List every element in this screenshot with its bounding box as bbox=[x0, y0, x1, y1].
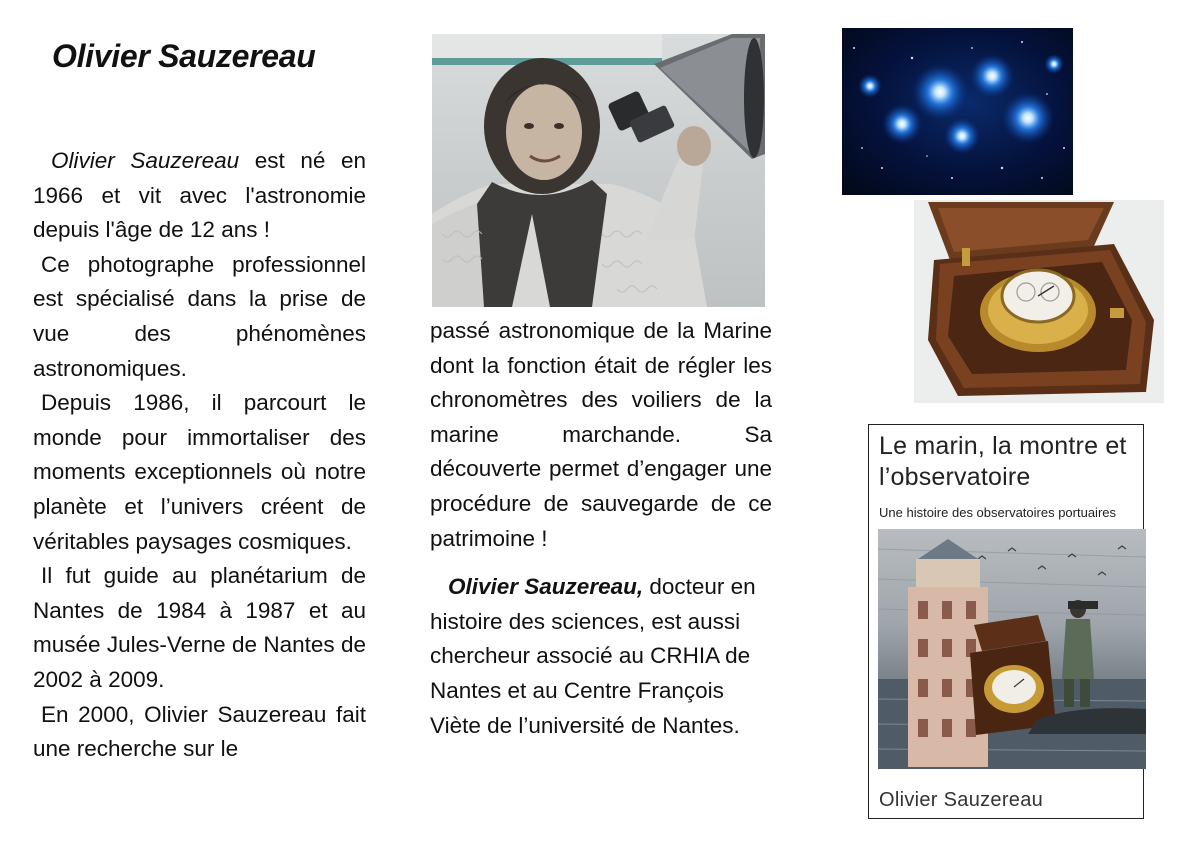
bio-paragraph-1 bbox=[33, 144, 366, 248]
book-cover-illustration bbox=[878, 529, 1146, 769]
biography-left-column bbox=[33, 144, 366, 767]
page-title: Olivier Sauzereau bbox=[52, 38, 316, 74]
author-name-bold: Olivier Sauzereau, bbox=[448, 574, 644, 600]
bio-text: docteur en histoire des sciences, est aussi chercheur associé au CRHIA de Nantes et au Centre François Viète de l’université de Nantes. bbox=[430, 574, 756, 738]
book-cover bbox=[868, 424, 1144, 819]
bio-paragraph-7 bbox=[430, 570, 772, 743]
bio-paragraph-5: En 2000, Olivier Sauzereau fait une recherche sur le bbox=[33, 701, 366, 762]
bio-paragraph-2: Ce photographe professionnel est spécialisé dans la prise de vue des phénomènes astronomiques. bbox=[33, 251, 366, 381]
book-subtitle: Une histoire des observatoires portuaires bbox=[879, 505, 1117, 520]
bio-paragraph-3: Depuis 1986, il parcourt le monde pour immortaliser des moments exceptionnels où notre planète et l’univers créent de véritables paysages cosmiques. bbox=[33, 390, 366, 554]
book-author: Olivier Sauzereau bbox=[879, 789, 1044, 811]
biography-middle-column bbox=[430, 314, 772, 743]
author-name: Olivier Sauzereau bbox=[51, 148, 240, 173]
portrait-photo bbox=[432, 34, 765, 307]
bio-paragraph-4: Il fut guide au planétarium de Nantes de 1984 à 1987 et au musée Jules-Verne de Nantes de 2002 à 2009. bbox=[33, 563, 366, 692]
marine-chronometer-photo bbox=[914, 200, 1164, 403]
bio-paragraph-6: passé astronomique de la Marine dont la fonction était de régler les chronomètres des voiliers de la marine marchande. Sa découverte permet d’engager une procédure de sauvegarde de ce patrimoine ! bbox=[430, 318, 772, 551]
book-title: Le marin, la montre et l’observatoire bbox=[879, 432, 1127, 491]
pleiades-star-cluster-photo bbox=[842, 28, 1073, 195]
bio-text: est né en 1966 et vit avec l'astronomie depuis l'âge de 12 ans ! bbox=[33, 148, 366, 243]
